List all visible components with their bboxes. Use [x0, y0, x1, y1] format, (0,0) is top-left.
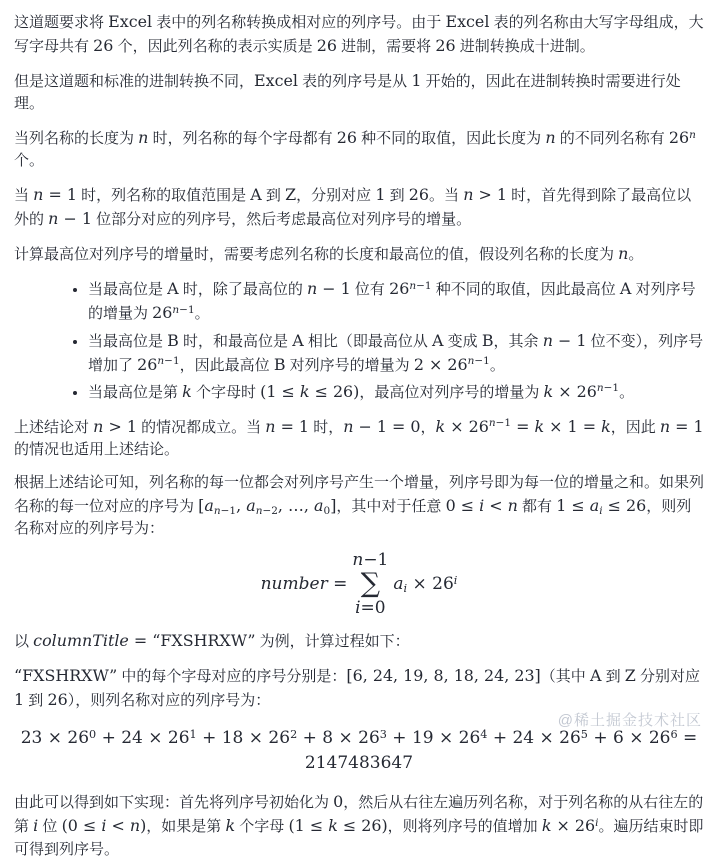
math-inline: columnTitle =: [33, 631, 153, 651]
roman-run: “FXSHRXW”: [152, 631, 256, 651]
math-inline: $k \times 26^{n-1} = k \times 1 = k$: [435, 416, 611, 436]
paragraph: [14, 10, 704, 58]
math-inline: (0 ≤ i < n): [61, 816, 147, 836]
formula-lhs: number =: [260, 574, 348, 595]
text-run: 进制转换成十进制。: [455, 38, 595, 56]
text-run: 进制，需要将: [336, 38, 436, 56]
math-inline: k: [225, 816, 236, 836]
text-run: 变成: [443, 332, 482, 350]
paragraph: [14, 183, 704, 231]
text-run: 位不变），列序号增加了: [88, 332, 704, 374]
text-run: 的不同列名称有: [555, 130, 669, 148]
text-run: 以: [14, 633, 34, 651]
math-inline: n − 1: [542, 330, 587, 350]
text-run: 个。: [14, 152, 45, 170]
paragraph: [14, 69, 704, 115]
text-run: 时，除了最高位的: [178, 281, 307, 299]
text-run: ，则列名称对应的列序号为：: [14, 497, 692, 537]
text-run: 对列序号的增量为: [285, 356, 414, 374]
sigma-symbol: [352, 551, 388, 618]
text-run: 的情况也适用上述结论。: [14, 440, 180, 458]
text-run: 位: [38, 818, 62, 836]
math-inline: n = 1: [265, 416, 310, 436]
text-run: 。当: [429, 187, 464, 205]
roman-run: B: [481, 330, 494, 350]
bullet-list: [14, 277, 704, 403]
roman-run: “FXSHRXW”: [14, 666, 118, 686]
paragraph: [14, 242, 704, 266]
text-run: 时，首先得到除了最高位以外的: [14, 187, 692, 229]
math-inline: $k \times 26^i$: [541, 816, 599, 836]
text-run: ，: [420, 418, 436, 436]
text-run: 上述结论对: [14, 418, 94, 436]
text-run: 都有: [517, 497, 557, 515]
text-run: 。: [628, 246, 644, 264]
math-inline: n: [545, 128, 556, 148]
roman-run: 1: [411, 71, 422, 91]
watermark: @稀土掘金技术社区: [557, 711, 702, 729]
roman-run: 1: [14, 690, 25, 710]
equation-formula: $23 \times 26^0 + 24 \times 26^1 + 18 \times 26^2 + 8 \times 26^3 + 19 \times 26^4 + 24 \times 26^5 + 6 \times 26^6 = 2147483647$: [20, 727, 698, 774]
math-inline: n − 1 = 0: [343, 416, 421, 436]
math-inline: [$a_{n-1}$, $a_{n-2}$, …, $a_0$]: [198, 495, 337, 517]
math-inline: $2 \times 26^{n-1}$: [413, 354, 490, 374]
text-run: 当: [14, 187, 34, 205]
text-run: 时，和最高位是: [178, 332, 293, 350]
roman-run: A: [167, 279, 179, 299]
math-inline: n: [618, 244, 629, 264]
article-page: [0, 10, 718, 858]
math-inline: n − 1: [48, 209, 92, 229]
paragraph: [14, 790, 704, 860]
text-run: （其中: [540, 668, 590, 686]
text-run: 位部分对应的列序号，然后考虑最高位对列序号的增量。: [91, 211, 472, 229]
math-inline: [6, 24, 19, 8, 18, 24, 23]: [346, 666, 541, 686]
text-run: 。: [194, 305, 210, 323]
text-run: 的情况都成立。当: [136, 418, 266, 436]
text-run: 时，: [309, 418, 344, 436]
text-run: 当最高位是: [88, 332, 168, 350]
article-content: [0, 10, 718, 861]
roman-run: 0: [333, 792, 344, 812]
text-run: 为例，计算过程如下：: [255, 633, 410, 651]
roman-run: A: [292, 330, 304, 350]
text-run: 个，因此列名称的表示实质是: [113, 38, 317, 56]
text-run: 表的列序号是从: [297, 73, 412, 91]
roman-run: B: [273, 354, 286, 374]
text-run: 开始的，因此在进制转换时需要进行处理。: [14, 73, 681, 113]
roman-run: Z: [285, 185, 297, 205]
text-run: 对列序号的增量为: [88, 281, 696, 323]
text-run: 到: [24, 692, 48, 710]
text-run: 表中的列名称转换成相对应的列序号。由于: [152, 14, 446, 31]
text-run: 分别对应: [635, 668, 700, 686]
list-item: [88, 277, 704, 325]
text-run: 当最高位是: [88, 281, 168, 299]
math-inline: (1 ≤ k ≤ 26): [288, 816, 388, 836]
text-run: 。: [619, 383, 635, 401]
text-run: 根据上述结论可知，列名称的每一位都会对列序号产生一个增量，列序号即为每一位的增量之和。如果列名称的每一位对应的序号为: [14, 473, 705, 515]
text-run: 种不同的取值，因此长度为: [356, 130, 546, 148]
sigma-upper-limit: n−1: [352, 549, 389, 570]
roman-run: 1: [375, 185, 386, 205]
math-inline: n = 1: [33, 185, 77, 205]
text-run: ，如果是第: [146, 818, 226, 836]
text-run: 当最高位是第: [88, 383, 183, 401]
roman-run: 26: [316, 36, 337, 56]
text-run: ，因此: [610, 418, 660, 436]
roman-run: Excel: [445, 12, 490, 31]
math-inline: $26^{n-1}$: [137, 354, 180, 374]
text-run: ，因此最高位: [179, 356, 274, 374]
roman-run: 26: [47, 690, 68, 710]
math-inline: n − 1: [307, 279, 351, 299]
text-run: ，然后从右往左遍历列名称，对于列名称的从右往左的第: [14, 794, 704, 836]
text-run: 。: [489, 356, 505, 374]
summation-formula: [14, 551, 704, 618]
roman-run: Z: [624, 666, 636, 686]
text-run: 到: [261, 187, 286, 205]
text-run: 种不同的取值，因此最高位: [431, 281, 620, 299]
text-run: 到: [601, 668, 625, 686]
paragraph: [14, 472, 704, 540]
math-inline: n > 1: [463, 185, 507, 205]
text-run: 由此可以得到如下实现：首先将列序号初始化为: [14, 794, 334, 812]
paragraph: [14, 629, 704, 653]
text-run: 表的列名称由大写字母组成，大写字母共有: [14, 14, 704, 56]
text-run: 但是这道题和标准的进制转换不同，: [14, 73, 255, 91]
roman-run: A: [250, 185, 262, 205]
text-run: ），则列名称对应的列序号为：: [67, 692, 271, 710]
text-run: 当列名称的长度为: [14, 130, 139, 148]
math-inline: 26$^n$: [668, 128, 696, 148]
math-inline: $k \times 26^{n-1}$: [543, 381, 620, 401]
sigma-glyph: ∑: [360, 568, 380, 600]
math-inline: $1 \le a_i \le 26$: [556, 495, 647, 517]
roman-run: A: [432, 330, 444, 350]
text-run: 位有: [350, 281, 390, 299]
math-inline: k: [182, 381, 192, 401]
roman-run: 26: [93, 36, 114, 56]
roman-run: B: [167, 330, 179, 350]
formula-rhs: $a_i \times 26^i$: [393, 573, 458, 596]
math-inline: n > 1: [93, 416, 137, 436]
sigma-lower-limit: i=0: [355, 597, 386, 618]
text-run: ，其余: [493, 332, 543, 350]
text-run: 计算最高位对列序号的增量时，需要考虑列名称的长度和最高位的值，假设列名称的长度为: [14, 246, 619, 264]
roman-run: 26: [435, 36, 456, 56]
math-inline: $26^{n-1}$: [389, 279, 432, 299]
text-run: ，其中对于任意: [336, 497, 446, 515]
paragraph: [14, 415, 704, 461]
text-run: 到: [385, 187, 409, 205]
text-run: 时，列名称的每个字母都有: [148, 130, 337, 148]
roman-run: A: [589, 666, 602, 686]
list-item: [88, 329, 704, 377]
text-run: 中的每个字母对应的序号分别是：: [117, 668, 347, 686]
text-run: 。遍历结束时即可得到列序号。: [14, 818, 704, 858]
roman-run: 26: [408, 185, 430, 205]
text-run: 时，列名称的取值范围是: [76, 187, 251, 205]
math-inline: n: [138, 128, 149, 148]
text-run: 个字母时: [191, 383, 261, 401]
text-run: ，则将列序号的值增加: [387, 818, 542, 836]
paragraph: [14, 126, 704, 172]
text-run: 个字母: [235, 818, 289, 836]
list-item: [88, 380, 704, 404]
text-run: ，分别对应: [296, 187, 376, 205]
math-inline: 0 ≤ i < n: [445, 495, 518, 515]
math-inline: (1 ≤ k ≤ 26): [260, 381, 360, 401]
text-run: 相比（即最高位从: [303, 332, 433, 350]
roman-run: A: [619, 279, 632, 299]
roman-run: 26: [336, 128, 357, 148]
math-inline: n = 1: [659, 416, 704, 436]
roman-run: Excel: [254, 71, 298, 91]
math-inline: $26^{n-1}$: [152, 303, 195, 323]
paragraph: [14, 664, 704, 712]
text-run: ，最高位对列序号的增量为: [359, 383, 544, 401]
text-run: 这道题要求将: [14, 14, 109, 31]
math-inline: i: [33, 816, 39, 836]
roman-run: Excel: [108, 12, 153, 31]
